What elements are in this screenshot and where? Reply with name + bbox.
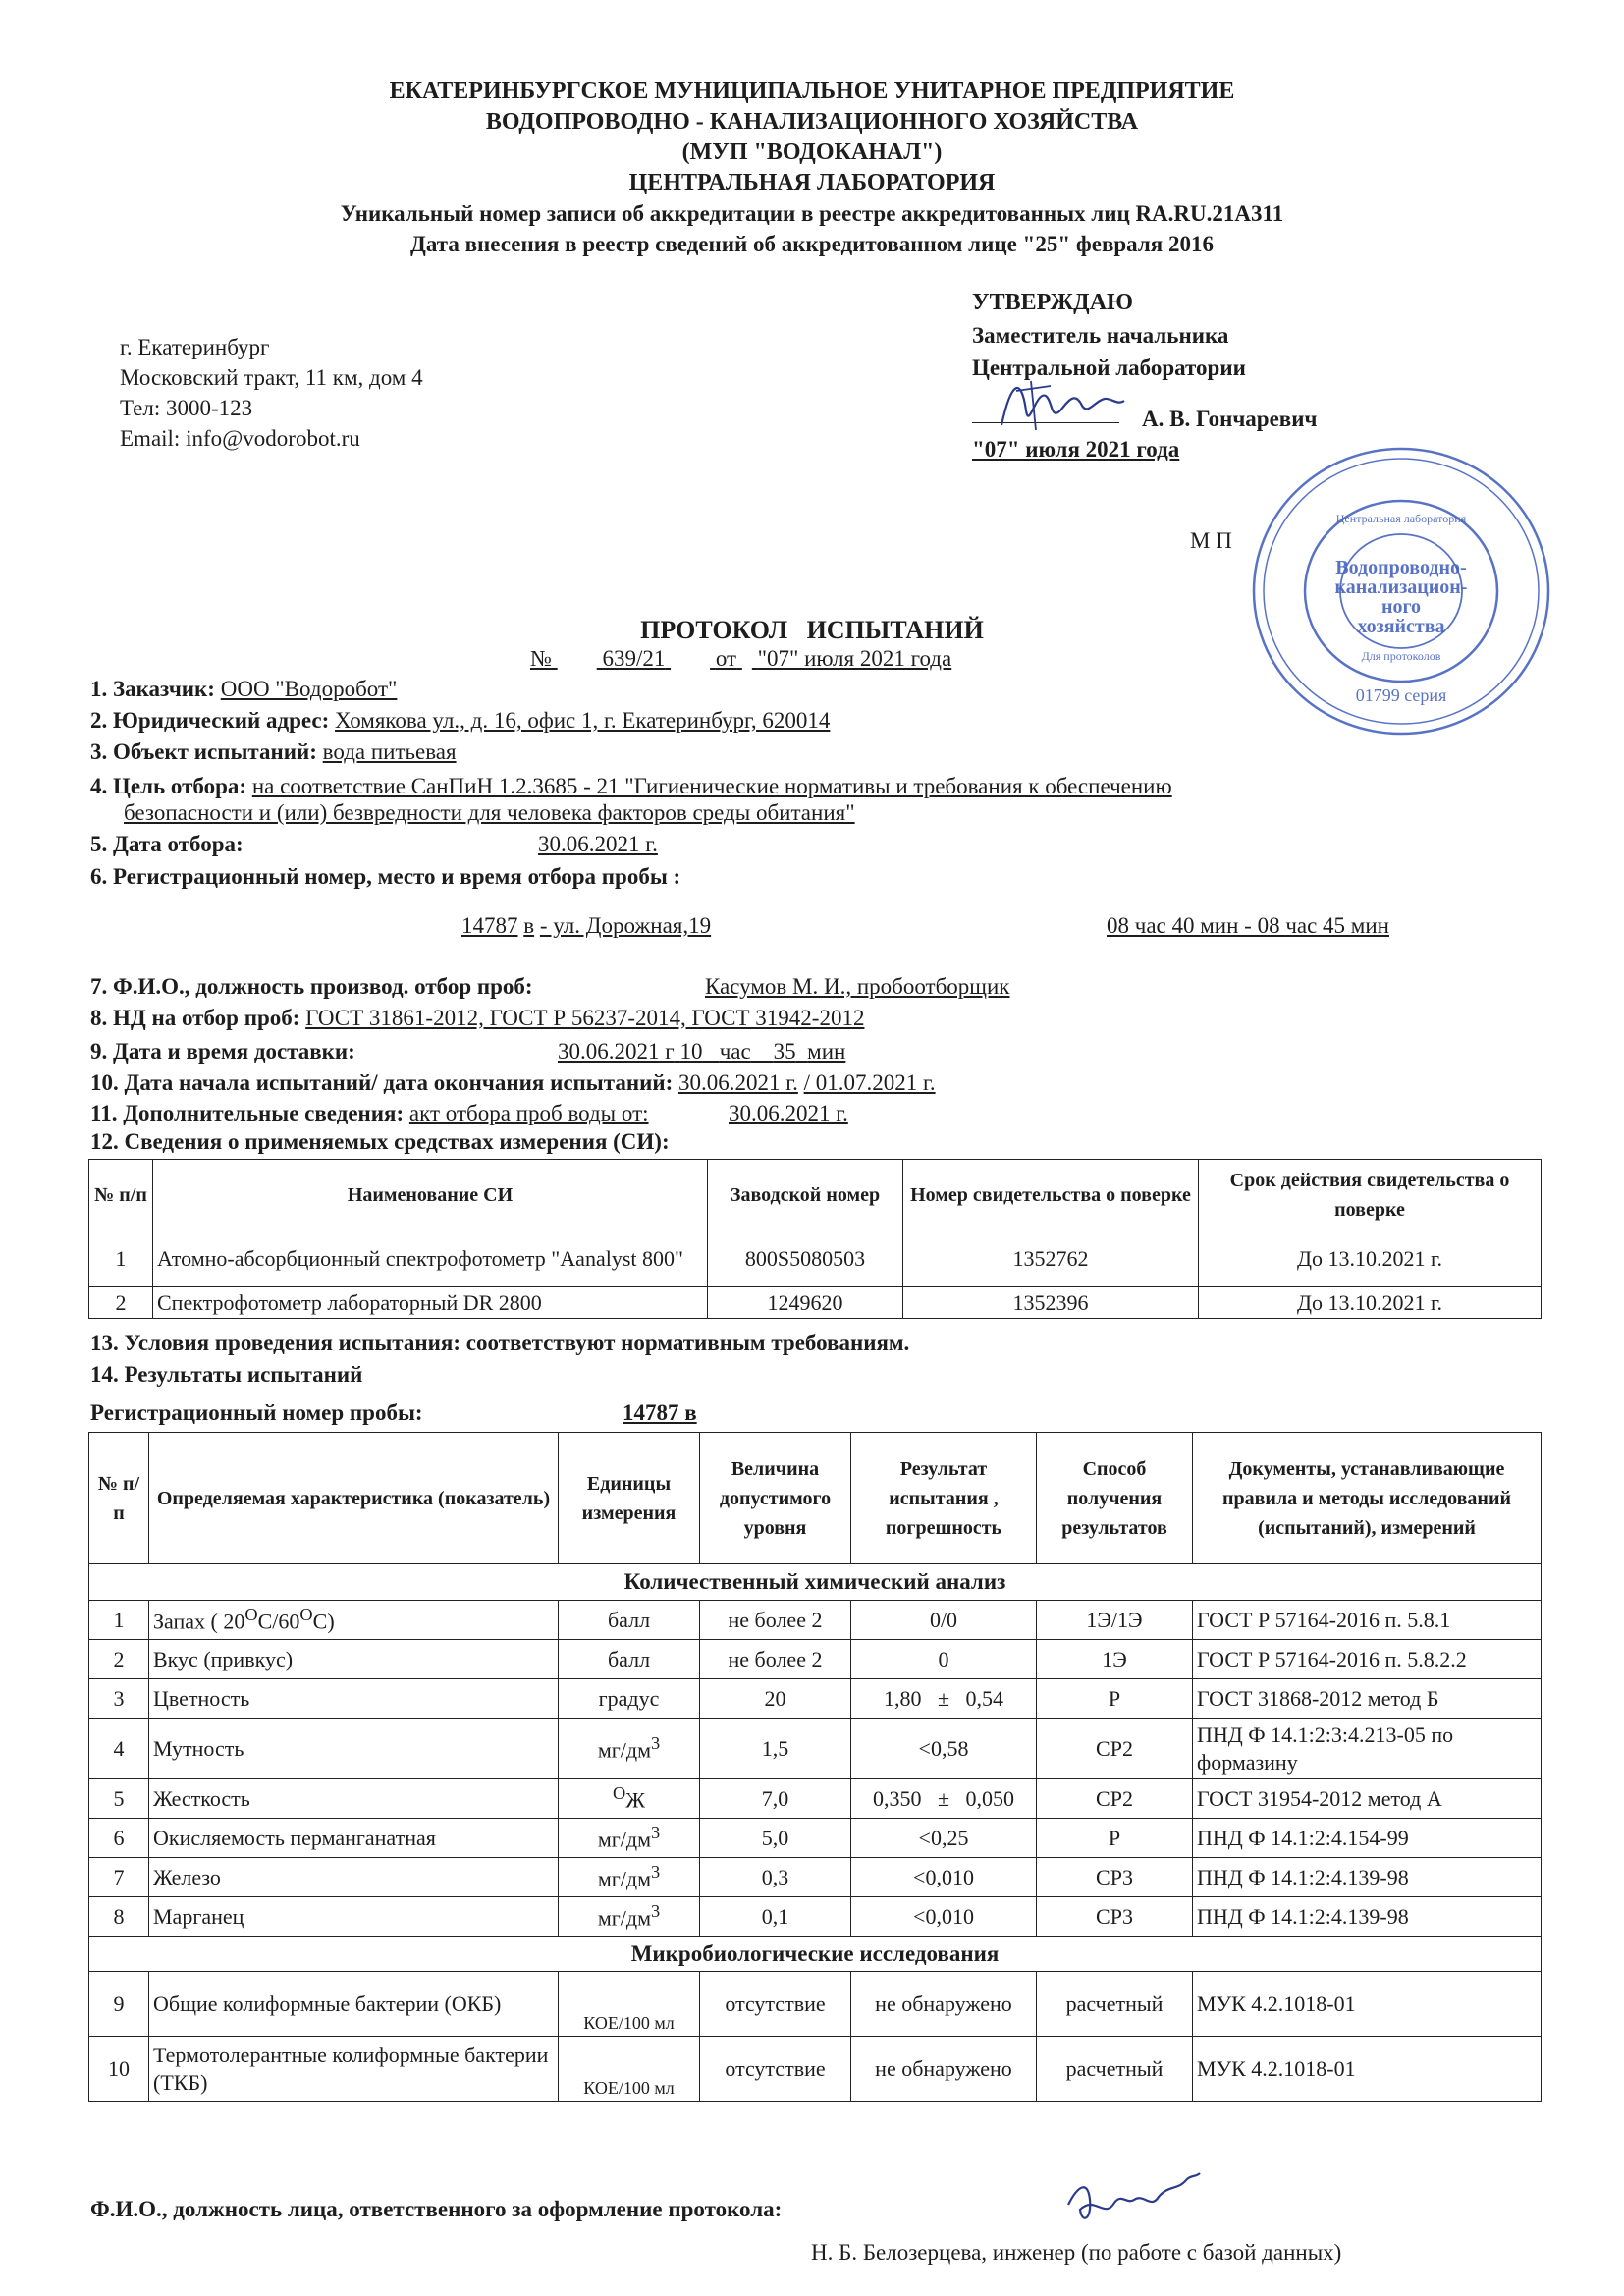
address-email: Email: info@vodorobot.ru xyxy=(120,426,360,451)
res-header-name: Определяемая характеристика (показатель) xyxy=(149,1433,559,1564)
res-result: <0,25 xyxy=(851,1819,1037,1858)
si-header-valid: Срок действия свидетельства о поверке xyxy=(1199,1160,1542,1230)
field-4-value-1: на соответствие СанПиН 1.2.3685 - 21 "Гигиенические нормативы и требования к обеспечению xyxy=(251,774,1172,798)
res-method: 1Э/1Э xyxy=(1037,1601,1193,1640)
stamp-serial: 01799 серия xyxy=(1355,685,1447,705)
table-row xyxy=(89,1679,1542,1719)
si-row-valid: До 13.10.2021 г. xyxy=(1199,1230,1542,1287)
field-11 xyxy=(90,1101,649,1126)
field-6-place: - ул. Дорожная,19 xyxy=(539,913,712,938)
table-row xyxy=(89,1819,1542,1858)
res-name: Жесткость xyxy=(149,1779,559,1819)
stamp-center-3: ного xyxy=(1380,596,1422,618)
res-method: расчетный xyxy=(1037,2037,1193,2102)
res-limit: 1,5 xyxy=(700,1719,851,1779)
field-1 xyxy=(90,677,397,702)
res-method: Р xyxy=(1037,1679,1193,1719)
approval-date: "07" июля 2021 года xyxy=(972,437,1180,462)
table-row xyxy=(89,1779,1542,1819)
res-unit-sup: 3 xyxy=(651,1823,661,1843)
field-12-label: 12. Сведения о применяемых средствах измерения (СИ): xyxy=(90,1129,670,1154)
field-8 xyxy=(90,1006,864,1031)
approver-name: А. В. Гончаревич xyxy=(1142,407,1318,431)
res-header-unit: Единицы измерения xyxy=(559,1433,700,1564)
res-limit: отсутствие xyxy=(700,2037,851,2102)
field-7-value: Касумов М. И., пробоотборщик xyxy=(705,974,1010,999)
reg-number-value: 14787 в xyxy=(623,1400,697,1425)
stamp-center-4: хозяйства xyxy=(1357,616,1445,637)
res-unit xyxy=(559,1858,700,1897)
res-unit xyxy=(559,1719,700,1779)
footer-name: Н. Б. Белозерцева, инженер (по работе с базой данных) xyxy=(811,2240,1342,2265)
approval-title: УТВЕРЖДАЮ xyxy=(972,290,1134,315)
si-row-cert: 1352762 xyxy=(903,1230,1199,1287)
field-9 xyxy=(90,1039,355,1065)
res-method: СР2 xyxy=(1037,1779,1193,1819)
res-doc: ПНД Ф 14.1:2:4.154-99 xyxy=(1193,1819,1542,1858)
engineer-signature xyxy=(1060,2165,1208,2234)
res-unit xyxy=(559,1819,700,1858)
field-11-value: акт отбора проб воды от: xyxy=(408,1101,649,1125)
field-7-label: 7. Ф.И.О., должность производ. отбор проб: xyxy=(90,974,533,999)
field-4-label: 4. Цель отбора: xyxy=(90,774,247,798)
res-unit: КОЕ/100 мл xyxy=(559,2037,700,2102)
field-9-hours: 10 xyxy=(679,1039,703,1064)
table-row xyxy=(89,1640,1542,1679)
si-row-name: Спектрофотометр лабораторный DR 2800 xyxy=(153,1287,708,1319)
res-limit: 0,1 xyxy=(700,1897,851,1937)
address-city: г. Екатеринбург xyxy=(120,335,270,359)
res-result: <0,58 xyxy=(851,1719,1037,1779)
protocol-number-line xyxy=(530,646,952,672)
field-9-hours-label: час xyxy=(719,1039,751,1064)
si-row-num: 2 xyxy=(89,1287,153,1319)
res-header-num: № п/п xyxy=(89,1433,149,1564)
approver-signature xyxy=(992,371,1129,440)
protocol-num-label: № xyxy=(530,646,552,671)
protocol-number-underline xyxy=(530,646,952,672)
field-10-label: 10. Дата начала испытаний/ дата окончания испытаний: xyxy=(90,1070,674,1095)
section-chemical: Количественный химический анализ xyxy=(89,1564,1542,1601)
field-6-in: в xyxy=(523,913,535,938)
res-doc: ПНД Ф 14.1:2:3:4.213-05 по формазину xyxy=(1193,1719,1542,1779)
field-5-value: 30.06.2021 г. xyxy=(538,832,658,856)
res-limit: 20 xyxy=(700,1679,851,1719)
res-num: 3 xyxy=(89,1679,149,1719)
si-header-name: Наименование СИ xyxy=(153,1160,708,1230)
field-4 xyxy=(90,774,1172,799)
section-row xyxy=(89,1564,1542,1601)
res-name-sup: О xyxy=(244,1605,258,1625)
si-header-serial: Заводской номер xyxy=(708,1160,903,1230)
res-unit-text: мг/дм xyxy=(597,1827,651,1852)
organization-stamp xyxy=(1239,434,1563,748)
field-6-label: 6. Регистрационный номер, место и время отбора пробы : xyxy=(90,864,681,889)
field-6-time: 08 час 40 мин - 08 час 45 мин xyxy=(1107,913,1389,938)
field-7 xyxy=(90,974,533,1000)
field-5 xyxy=(90,832,244,857)
si-row-serial: 800S5080503 xyxy=(708,1230,903,1287)
res-doc: ГОСТ Р 57164-2016 п. 5.8.1 xyxy=(1193,1601,1542,1640)
res-doc: МУК 4.2.1018-01 xyxy=(1193,2037,1542,2102)
field-9-value xyxy=(558,1039,845,1065)
field-2-label: 2. Юридический адрес: xyxy=(90,708,330,733)
field-8-value: ГОСТ 31861-2012, ГОСТ Р 56237-2014, ГОСТ 31942-2012 xyxy=(305,1006,865,1030)
res-name-part: Запах ( 20 xyxy=(153,1609,245,1634)
res-method: СР3 xyxy=(1037,1897,1193,1937)
approval-position-2: Центральной лаборатории xyxy=(972,355,1246,380)
field-11-label: 11. Дополнительные сведения: xyxy=(90,1101,405,1125)
res-unit-text: мг/дм xyxy=(597,1905,651,1931)
res-doc: ГОСТ Р 57164-2016 п. 5.8.2.2 xyxy=(1193,1640,1542,1679)
address-phone: Тел: 3000-123 xyxy=(120,396,253,420)
res-name: Вкус (привкус) xyxy=(149,1640,559,1679)
res-name-part: С/60 xyxy=(257,1609,300,1634)
res-unit-sup: О xyxy=(613,1783,626,1804)
address-street: Московский тракт, 11 км, дом 4 xyxy=(120,365,423,390)
field-13: 13. Условия проведения испытания: соответствуют нормативным требованиям. xyxy=(90,1331,910,1355)
field-3-label: 3. Объект испытаний: xyxy=(90,739,317,764)
si-header-cert: Номер свидетельства о поверке xyxy=(903,1160,1199,1230)
field-9-minutes: 35 xyxy=(773,1039,796,1064)
res-result: не обнаружено xyxy=(851,2037,1037,2102)
res-name: Общие колиформные бактерии (ОКБ) xyxy=(149,1972,559,2037)
field-2-value: Хомякова ул., д. 16, офис 1, г. Екатеринбург, 620014 xyxy=(335,708,831,733)
res-method: СР2 xyxy=(1037,1719,1193,1779)
table-row xyxy=(89,1897,1542,1937)
res-method: Р xyxy=(1037,1819,1193,1858)
section-row xyxy=(89,1937,1542,1972)
res-unit-sup: 3 xyxy=(651,1733,661,1754)
res-doc: ПНД Ф 14.1:2:4.139-98 xyxy=(1193,1858,1542,1897)
res-num: 7 xyxy=(89,1858,149,1897)
res-result: 0/0 xyxy=(851,1601,1037,1640)
approval-block xyxy=(972,287,1246,384)
res-unit xyxy=(559,1897,700,1937)
res-method: расчетный xyxy=(1037,1972,1193,2037)
res-name: Железо xyxy=(149,1858,559,1897)
res-name: Мутность xyxy=(149,1719,559,1779)
field-1-value: ООО "Водоробот" xyxy=(220,677,398,701)
field-11-date: 30.06.2021 г. xyxy=(729,1101,848,1125)
res-doc: ГОСТ 31868-2012 метод Б xyxy=(1193,1679,1542,1719)
table-row xyxy=(89,1601,1542,1640)
res-name: Окисляемость перманганатная xyxy=(149,1819,559,1858)
res-num: 2 xyxy=(89,1640,149,1679)
res-doc: ГОСТ 31954-2012 метод А xyxy=(1193,1779,1542,1819)
res-name-part: С) xyxy=(312,1609,335,1634)
res-name: Марганец xyxy=(149,1897,559,1937)
res-limit: не более 2 xyxy=(700,1601,851,1640)
res-method: СР3 xyxy=(1037,1858,1193,1897)
field-9-label: 9. Дата и время доставки: xyxy=(90,1039,355,1064)
res-unit xyxy=(559,1779,700,1819)
si-row-serial: 1249620 xyxy=(708,1287,903,1319)
field-10-end: / 01.07.2021 г. xyxy=(803,1070,936,1095)
table-row xyxy=(89,2037,1542,2102)
si-table-header xyxy=(89,1160,1542,1230)
si-header-num: № п/п xyxy=(89,1160,153,1230)
res-limit: отсутствие xyxy=(700,1972,851,2037)
res-name xyxy=(149,1601,559,1640)
document-header xyxy=(0,77,1624,259)
si-row-num: 1 xyxy=(89,1230,153,1287)
protocol-title: ПРОТОКОЛ ИСПЫТАНИЙ xyxy=(640,616,984,644)
res-unit-text: мг/дм xyxy=(597,1866,651,1891)
si-row-valid: До 13.10.2021 г. xyxy=(1199,1287,1542,1319)
res-result: 0,350 ± 0,050 xyxy=(851,1779,1037,1819)
results-table-header xyxy=(89,1433,1542,1564)
field-10-start: 30.06.2021 г. xyxy=(678,1070,798,1095)
res-unit: балл xyxy=(559,1640,700,1679)
field-1-label: 1. Заказчик: xyxy=(90,677,215,701)
protocol-number: 639/21 xyxy=(602,646,666,671)
res-unit: КОЕ/100 мл xyxy=(559,1972,700,2037)
protocol-from-label: от xyxy=(715,646,737,671)
section-microbiology: Микробиологические исследования xyxy=(89,1937,1542,1972)
stamp-center-2: канализацион- xyxy=(1334,576,1468,598)
results-table xyxy=(88,1432,1542,2102)
si-row-name: Атомно-абсорбционный спектрофотометр "Aanalyst 800" xyxy=(153,1230,708,1287)
res-unit-sup: 3 xyxy=(651,1862,661,1883)
res-name: Цветность xyxy=(149,1679,559,1719)
res-header-limit: Величина допустимого уровня xyxy=(700,1433,851,1564)
table-row xyxy=(89,1858,1542,1897)
header-line-4: ЦЕНТРАЛЬНАЯ ЛАБОРАТОРИЯ xyxy=(628,170,996,195)
field-9-date: 30.06.2021 г xyxy=(558,1039,675,1064)
res-result: 0 xyxy=(851,1640,1037,1679)
res-limit: не более 2 xyxy=(700,1640,851,1679)
res-header-method: Способ получения результатов xyxy=(1037,1433,1193,1564)
table-row xyxy=(89,1230,1542,1287)
res-header-result: Результат испытания , погрешность xyxy=(851,1433,1037,1564)
res-name: Термотолерантные колиформные бактерии (ТКБ) xyxy=(149,2037,559,2102)
res-result: <0,010 xyxy=(851,1858,1037,1897)
res-unit-text: мг/дм xyxy=(597,1737,651,1763)
si-table xyxy=(88,1159,1542,1319)
res-result: не обнаружено xyxy=(851,1972,1037,2037)
res-num: 9 xyxy=(89,1972,149,2037)
protocol-date: "07" июля 2021 года xyxy=(757,646,952,671)
res-limit: 0,3 xyxy=(700,1858,851,1897)
accreditation-line: Уникальный номер записи об аккредитации в реестре аккредитованных лиц RA.RU.21А311 xyxy=(340,201,1284,226)
res-unit: градус xyxy=(559,1679,700,1719)
res-limit: 7,0 xyxy=(700,1779,851,1819)
field-4-value-2: безопасности и (или) безвредности для человека факторов среды обитания" xyxy=(124,800,855,825)
approval-position-1: Заместитель начальника xyxy=(972,323,1229,348)
res-num: 8 xyxy=(89,1897,149,1937)
field-14: 14. Результаты испытаний xyxy=(90,1362,363,1387)
field-6-sample xyxy=(461,913,711,939)
res-num: 4 xyxy=(89,1719,149,1779)
header-line-1: ЕКАТЕРИНБУРГСКОЕ МУНИЦИПАЛЬНОЕ УНИТАРНОЕ ПРЕДПРИЯТИЕ xyxy=(389,79,1235,104)
stamp-center-1: Водопроводно- xyxy=(1335,557,1467,578)
stamp-inner-top: Центральная лаборатория xyxy=(1335,512,1467,525)
reg-number-label: Регистрационный номер пробы: xyxy=(90,1400,423,1425)
footer-label: Ф.И.О., должность лица, ответственного за оформление протокола: xyxy=(90,2197,783,2221)
res-num: 6 xyxy=(89,1819,149,1858)
table-row xyxy=(89,1287,1542,1319)
field-3-value: вода питьевая xyxy=(322,739,457,764)
field-6-number: 14787 xyxy=(461,913,518,938)
res-num: 1 xyxy=(89,1601,149,1640)
field-9-minutes-label: мин xyxy=(807,1039,846,1064)
res-num: 10 xyxy=(89,2037,149,2102)
field-2 xyxy=(90,708,830,734)
table-row xyxy=(89,1972,1542,2037)
field-8-label: 8. НД на отбор проб: xyxy=(90,1006,300,1030)
res-num: 5 xyxy=(89,1779,149,1819)
field-10 xyxy=(90,1070,936,1096)
res-doc: ПНД Ф 14.1:2:4.139-98 xyxy=(1193,1897,1542,1937)
res-method: 1Э xyxy=(1037,1640,1193,1679)
table-row xyxy=(89,1719,1542,1779)
address-block xyxy=(120,332,423,454)
res-unit: балл xyxy=(559,1601,700,1640)
res-doc: МУК 4.2.1018-01 xyxy=(1193,1972,1542,2037)
registry-date-line: Дата внесения в реестр сведений об аккредитованном лице "25" февраля 2016 xyxy=(410,232,1214,256)
res-header-doc: Документы, устанавливающие правила и методы исследований (испытаний), измерений xyxy=(1193,1433,1542,1564)
res-result: <0,010 xyxy=(851,1897,1037,1937)
header-line-3: (МУП "ВОДОКАНАЛ") xyxy=(681,139,943,165)
res-unit-text: Ж xyxy=(625,1787,645,1813)
si-row-cert: 1352396 xyxy=(903,1287,1199,1319)
res-limit: 5,0 xyxy=(700,1819,851,1858)
res-result: 1,80 ± 0,54 xyxy=(851,1679,1037,1719)
header-line-2: ВОДОПРОВОДНО - КАНАЛИЗАЦИОННОГО ХОЗЯЙСТВА xyxy=(485,109,1139,135)
res-unit-sup: 3 xyxy=(651,1901,661,1922)
res-name-sup: О xyxy=(299,1605,313,1625)
stamp-inner-bottom: Для протоколов xyxy=(1361,649,1441,663)
field-5-label: 5. Дата отбора: xyxy=(90,832,244,856)
stamp-place-mp: М П xyxy=(1190,528,1232,553)
field-3 xyxy=(90,739,457,765)
